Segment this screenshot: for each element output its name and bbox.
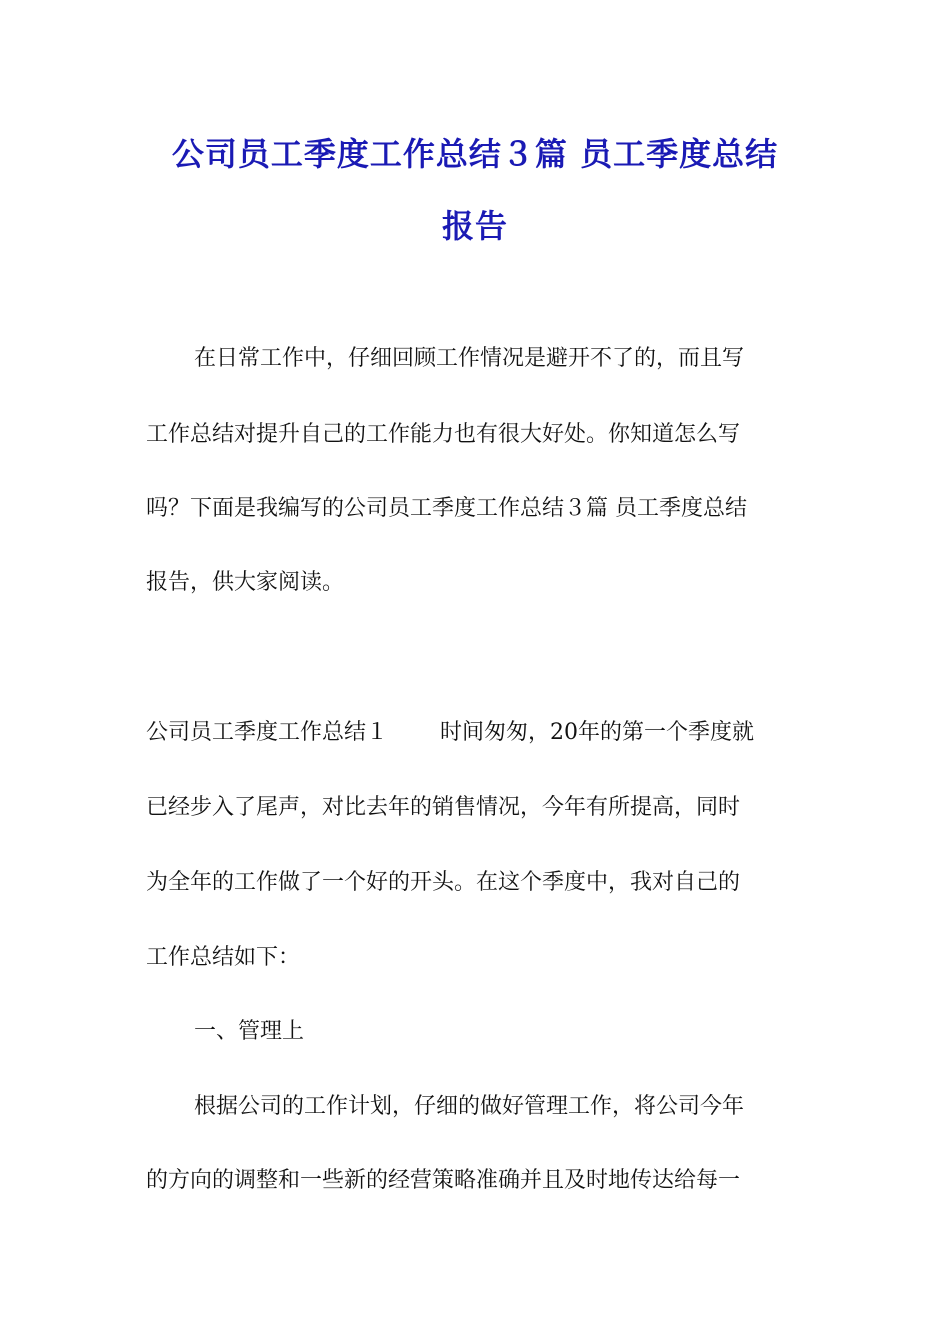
para-2-line-2: 的方向的调整和一些新的经营策略准确并且及时地传达给每一: [146, 1168, 741, 1193]
section-1-first-line: [146, 718, 754, 748]
section-1-line-4: 工作总结如下：: [146, 945, 301, 970]
document-title-line-1: 公司员工季度工作总结３篇 员工季度总结: [171, 135, 779, 173]
document-title-line-2: 报告: [441, 207, 508, 245]
intro-line-2: 工作总结对提升自己的工作能力也有很大好处。你知道怎么写: [146, 422, 741, 447]
para-2-line-1: 根据公司的工作计划，仔细的做好管理工作，将公司今年: [194, 1094, 745, 1119]
subheading-management: 一、管理上: [194, 1019, 305, 1044]
section-1-heading: 公司员工季度工作总结１: [146, 720, 389, 745]
section-1-line-3: 为全年的工作做了一个好的开头。在这个季度中，我对自己的: [146, 870, 741, 895]
intro-line-4: 报告，供大家阅读。: [146, 570, 345, 595]
intro-line-1: 在日常工作中，仔细回顾工作情况是避开不了的，而且写: [194, 346, 745, 371]
section-1-text-start: 时间匆匆，20年的第一个季度就: [440, 720, 755, 745]
section-1-line-2: 已经步入了尾声，对比去年的销售情况，今年有所提高，同时: [146, 795, 741, 820]
intro-line-3: 吗？下面是我编写的公司员工季度工作总结３篇 员工季度总结: [146, 496, 747, 521]
